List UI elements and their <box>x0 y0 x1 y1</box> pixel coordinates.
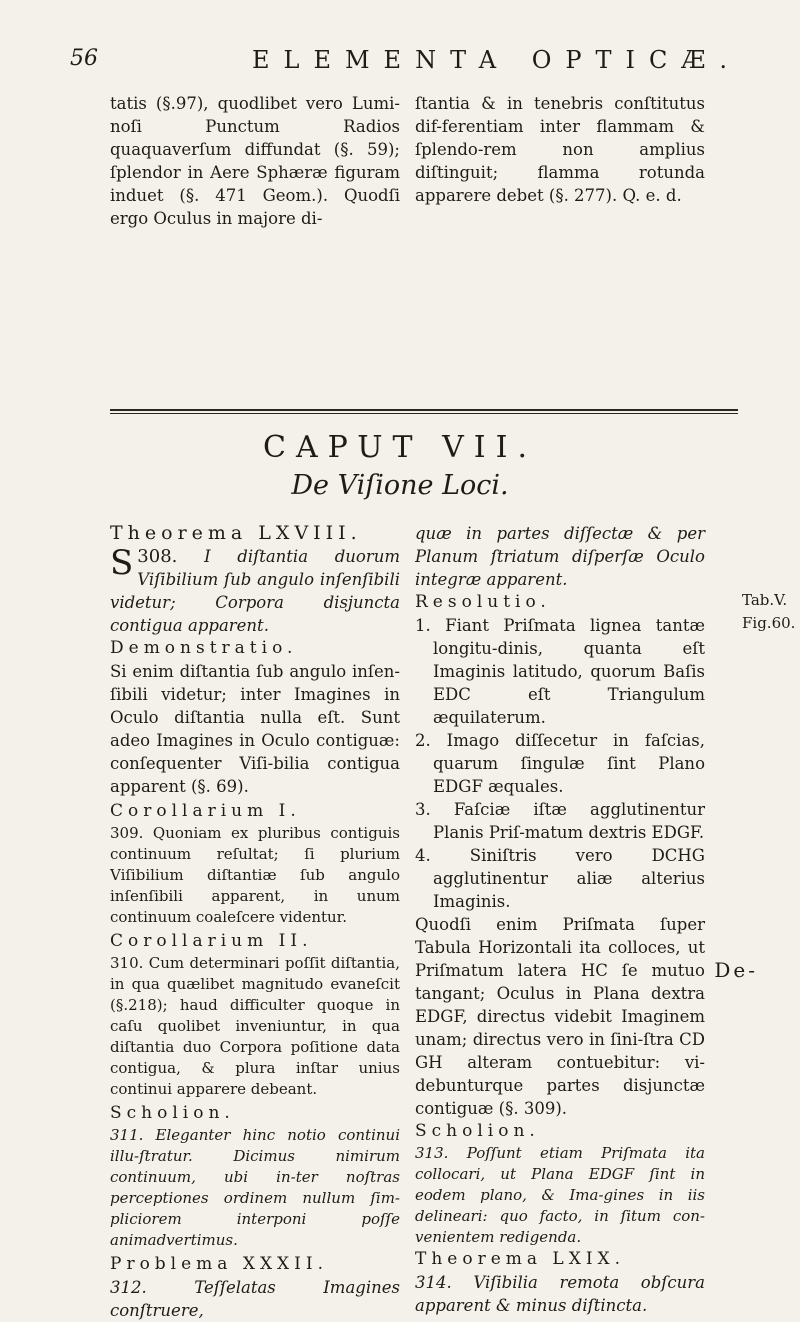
problema-heading: Problema XXXII. <box>110 1254 328 1274</box>
right-column <box>415 522 705 1317</box>
corollarium2-text: 310. Cum determinari poſſit diſtantia, in qua quælibet magnitudo evaneſcit (§.218); haud difficulter quoque in caſu quolibet inveniuntur, in qua diſtantia duo Corpora poſitione data contigua, & plura inſtar unius continui apparere debeant. <box>110 954 400 1098</box>
resolutio-item: 1. Fiant Priſmata lignea tantæ longitu-dinis, quanta eſt Imaginis latitudo, quorum Baſis EDC eſt Triangulum æquilaterum. <box>415 616 705 727</box>
resolutio-item: 2. Imago diſſecetur in faſcias, quarum ſingulæ ſint Plano EDGF æquales. <box>415 731 705 796</box>
left-column <box>110 522 400 1322</box>
section-rule <box>110 409 738 411</box>
theorema-statement <box>110 545 400 637</box>
theorema-number: 308. <box>137 546 178 567</box>
scholion-text: 311. Eleganter hinc notio continui illu-ſtratur. Dicimus nimirum continuum, ubi in-ter noſtras perceptiones ordinem nullum ſim-pliciorem interponi poſſe animadvertimus. <box>110 1126 400 1249</box>
problema-text: 312. Teſſelatas Imagines conſtruere, <box>110 1278 400 1320</box>
problema-continuation: quæ in partes diſſectæ & per Planum ſtriatum diſperſæ Oculo integræ apparent. <box>415 524 705 589</box>
theorema2-text: 314. Viſibilia remota obſcura apparent & minus diſtincta. <box>415 1273 705 1315</box>
page-header <box>70 46 770 80</box>
page-number: 56 <box>70 46 98 71</box>
section-rule-thin <box>110 413 738 414</box>
running-title: ELEMENTA OPTICÆ. <box>252 46 742 74</box>
scholion-heading: Scholion. <box>110 1103 235 1123</box>
top-left-paragraph: tatis (§.97), quodlibet vero Lumi-noſi Punctum Radios quaquaverſum diffundat (§. 59); ſplendor in Aere Sphæræ figuram induet (§. 471 Geom.). Quodſi ergo Oculus in majore di- <box>110 94 400 228</box>
quodsi-paragraph: Quodſi enim Priſmata ſuper Tabula Horizontali ita colloces, ut Priſmatum latera HC ſe mutuo tangant; Oculus in Plana dextra EDGF, directus videbit Imaginem unam; directus vero in ſini-ſtra CD GH alteram contuebitur: vi-debunturque partes disjunctæ contiguæ (§. 309). <box>415 915 705 1118</box>
margin-note-tab: Tab.V. <box>742 591 788 609</box>
drop-cap: S <box>110 543 134 583</box>
top-right-paragraph: ſtantia & in tenebris conſtitutus dif-ferentiam inter flammam & ſplendo-rem non amplius diſtinguit; flamma rotunda apparere debet (§. 277). Q. e. d. <box>415 94 705 205</box>
margin-note-fig: Fig.60. <box>742 614 796 632</box>
chapter-subtitle: De Viſione Loci. <box>291 470 509 501</box>
chapter-title: CAPUT VII. <box>262 430 537 465</box>
demonstratio-text: Si enim diſtantia ſub angulo inſen-ſibili videtur; inter Imagines in Oculo diſtantia nulla eſt. Sunt adeo Imagines in Oculo contiguæ: conſequenter Viſi-bilia contigua apparent (§. 69). <box>110 662 400 796</box>
resolutio-item: 3. Faſciæ iſtæ agglutinentur Planis Priſ-matum dextris EDGF. <box>415 800 705 842</box>
theorema2-heading: Theorema LXIX. <box>415 1249 626 1269</box>
theorema-heading: Theorema LXVIII. <box>110 522 362 544</box>
resolutio-heading: Resolutio. <box>415 592 551 612</box>
scholion-heading-right: Scholion. <box>415 1121 540 1141</box>
scholion-text-right: 313. Poſſunt etiam Priſmata ita collocari, ut Plana EDGF ſint in eodem plano, & Ima-gines in iis delineari: quo facto, in ſitum con-venientem redigenda. <box>415 1144 705 1246</box>
theorema-text: I diſtantia duorum Viſibilium ſub angulo inſenſibili videtur; Corpora disjuncta contigua apparent. <box>110 547 401 635</box>
corollarium1-text: 309. Quoniam ex pluribus contiguis continuum reſultat; ſi plurium Viſibilium diſtantiæ ſub angulo inſenſibili apparent, in unum continuum coaleſcere videntur. <box>110 824 400 926</box>
corollarium2-heading: Corollarium II. <box>110 931 313 951</box>
corollarium1-heading: Corollarium I. <box>110 801 301 821</box>
catchword: De- <box>714 958 758 982</box>
demonstratio-heading: Demonstratio. <box>110 638 298 658</box>
resolutio-item: 4. Siniſtris vero DCHG agglutinentur aliæ alterius Imaginis. <box>415 846 705 911</box>
